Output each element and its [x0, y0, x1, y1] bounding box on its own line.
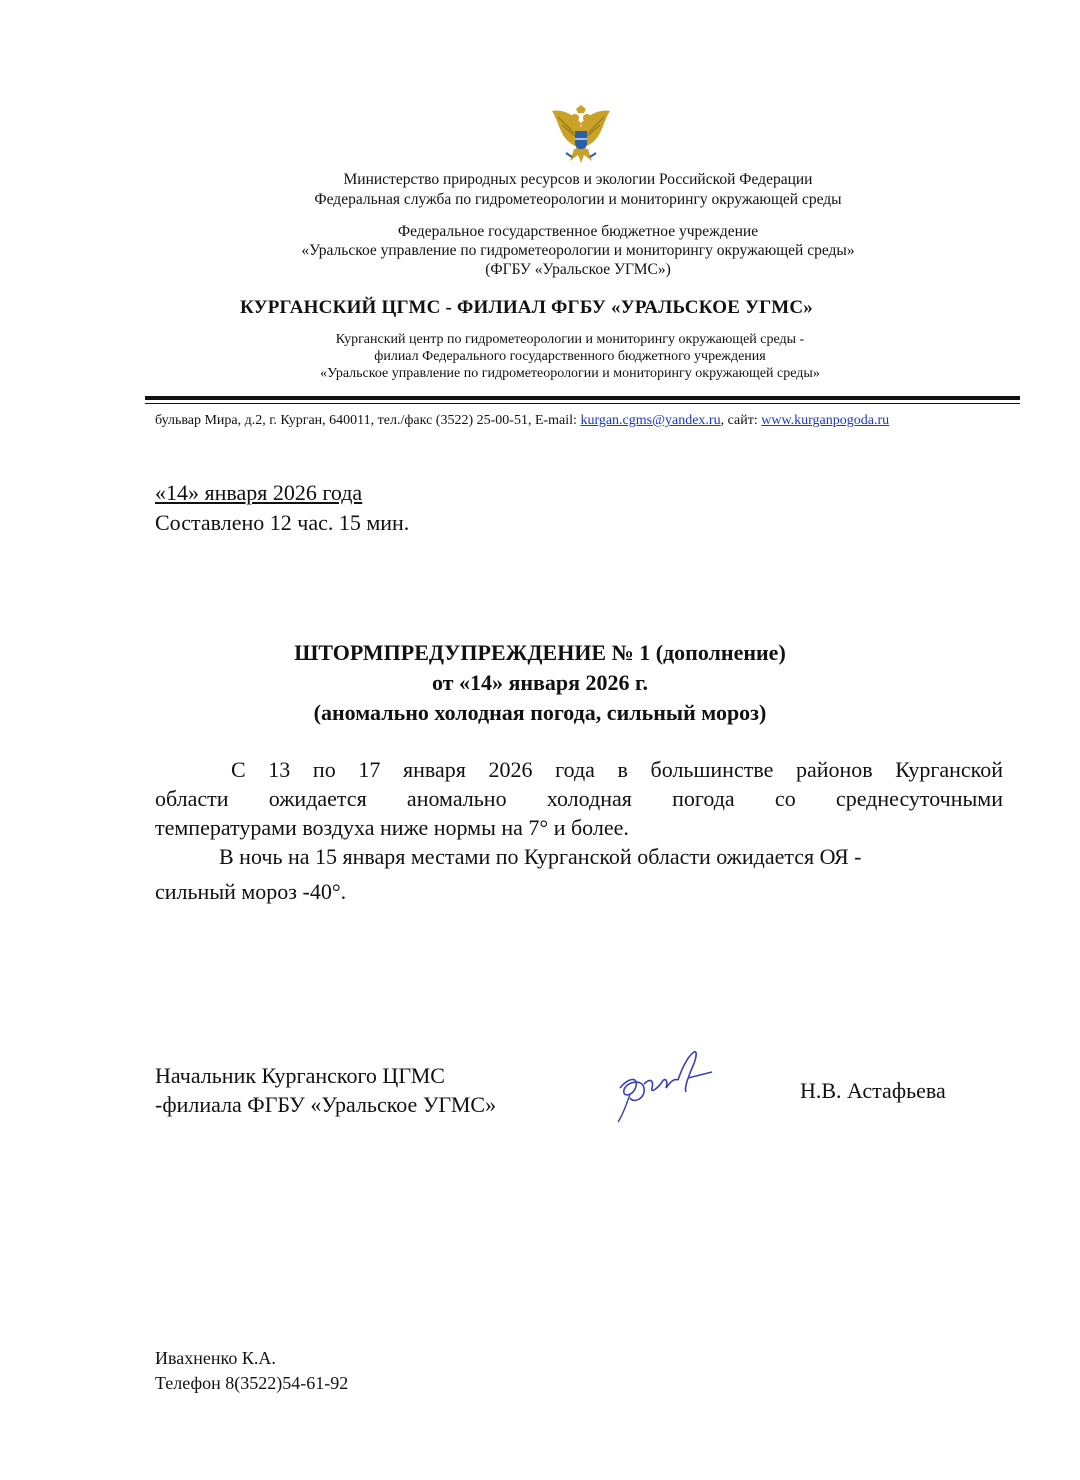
institution-line-2: «Уральское управление по гидрометеорологии и мониторингу окружающей среды»: [301, 242, 855, 259]
executor-phone: Телефон 8(3522)54-61-92: [155, 1373, 349, 1393]
paragraph-2-line-1: В ночь на 15 января местами по Курганской области ожидается ОЯ -: [219, 844, 862, 869]
signatory-position-line-2: -филиала ФГБУ «Уральское УГМС»: [155, 1092, 497, 1117]
emblem-icon: [548, 103, 614, 169]
ministry-name: Министерство природных ресурсов и экологии Российской Федерации: [343, 171, 813, 188]
branch-line-3: «Уральское управление по гидрометеорологии и мониторингу окружающей среды»: [320, 366, 820, 381]
paragraph-1-line-1: С 13 по 17 января 2026 года в большинстве районов Курганской: [231, 757, 1003, 782]
signatory-name: Н.В. Астафьева: [800, 1078, 946, 1103]
email-link[interactable]: kurgan.cgms@yandex.ru: [580, 413, 721, 428]
branch-line-1: Курганский центр по гидрометеорологии и мониторингу окружающей среды -: [335, 332, 805, 347]
paragraph-2-line-2: сильный мороз -40°.: [155, 879, 347, 904]
address-text: бульвар Мира, д.2, г. Курган, 640011, тел./факс (3522) 25-00-51, E-mail:: [155, 413, 581, 428]
service-name: Федеральная служба по гидрометеорологии и мониторингу окружающей среды: [314, 191, 842, 208]
warning-subtitle: (аномально холодная погода, сильный мороз): [313, 700, 767, 725]
paragraph-1-line-3: температурами воздуха ниже нормы на 7° и более.: [155, 815, 629, 840]
branch-title: КУРГАНСКИЙ ЦГМС - ФИЛИАЛ ФГБУ «УРАЛЬСКОЕ УГМС»: [240, 297, 813, 318]
executor-name: Ивахненко К.А.: [155, 1348, 276, 1368]
site-prefix: , сайт:: [720, 413, 762, 428]
signatory-position-line-1: Начальник Курганского ЦГМС: [155, 1063, 445, 1088]
composed-time: Составлено 12 час. 15 мин.: [155, 510, 410, 535]
signature-icon: [608, 1048, 718, 1126]
header-divider-thick: [145, 396, 1020, 400]
header-divider-thin: [145, 403, 1020, 404]
paragraph-1-line-2: области ожидается аномально холодная погода со среднесуточными: [155, 786, 1003, 811]
site-link[interactable]: www.kurganpogoda.ru: [761, 413, 890, 428]
contact-line: [155, 413, 889, 429]
institution-abbr: (ФГБУ «Уральское УГМС»): [485, 261, 671, 278]
warning-date: от «14» января 2026 г.: [431, 670, 649, 695]
institution-line-1: Федеральное государственное бюджетное учреждение: [397, 223, 759, 240]
document-date: «14» января 2026 года: [155, 480, 363, 505]
warning-title: ШТОРМПРЕДУПРЕЖДЕНИЕ № 1 (дополнение): [294, 640, 786, 665]
branch-line-2: филиал Федерального государственного бюджетного учреждения: [374, 349, 766, 364]
